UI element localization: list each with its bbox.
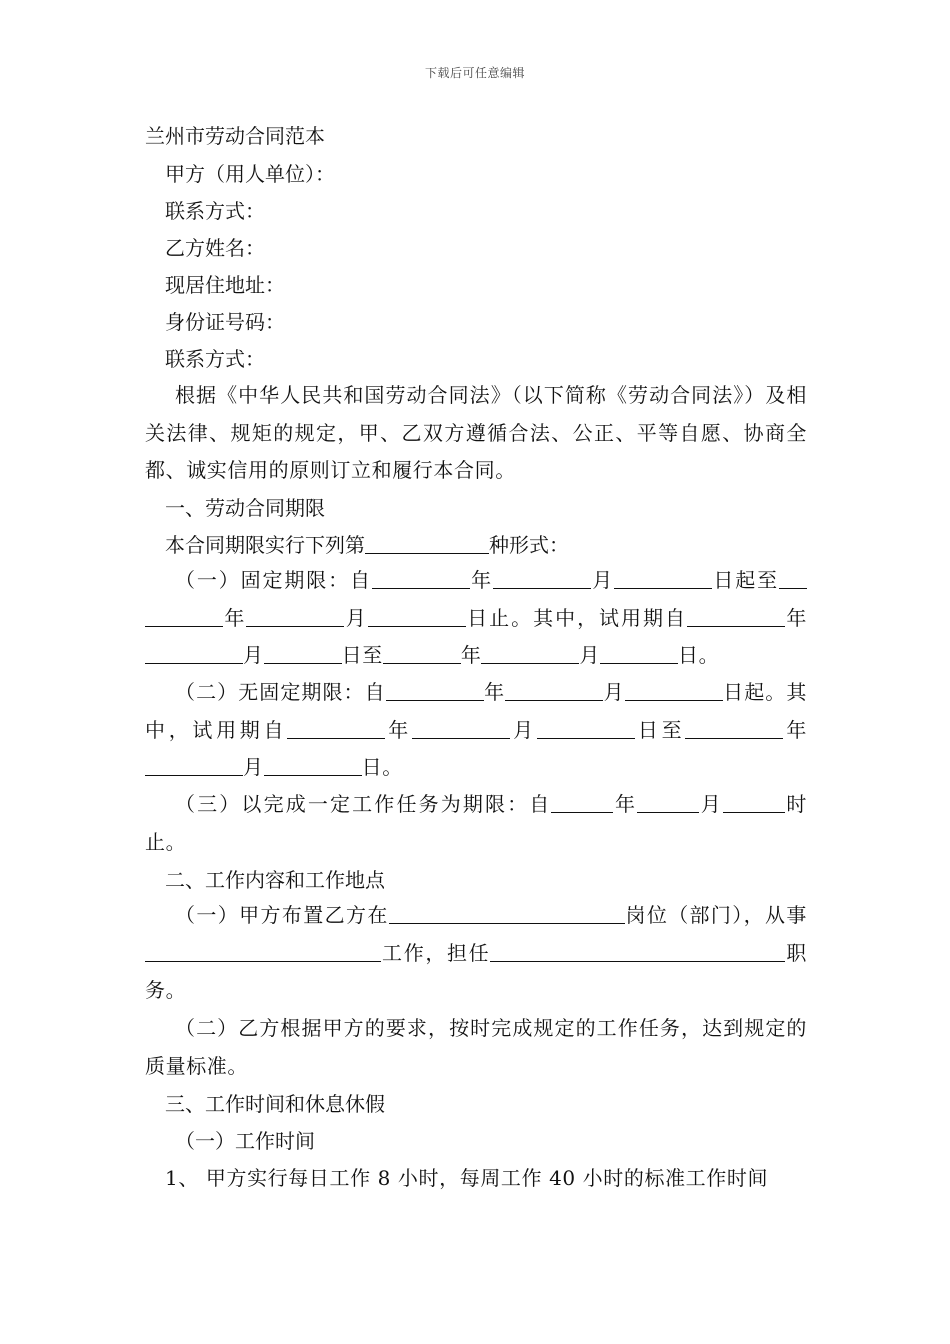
- contact-b-field: 联系方式：: [165, 347, 265, 371]
- open-trial-end-day-blank[interactable]: [264, 755, 362, 776]
- month-label: 月: [590, 568, 615, 592]
- work-hours-item: 1、 甲方实行每日工作 8 小时，每周工作 40 小时的标准工作时间: [165, 1166, 769, 1190]
- fixed-start-month-blank[interactable]: [493, 568, 591, 589]
- quality-paragraph: （二）乙方根据甲方的要求，按时完成规定的工作任务，达到规定的质量标准。: [145, 1016, 807, 1078]
- position-label: （一）甲方布置乙方在: [175, 903, 389, 927]
- work-blank[interactable]: [145, 941, 381, 962]
- engage-label: 从事: [765, 903, 808, 927]
- open-start-month-blank[interactable]: [505, 680, 603, 701]
- month-label: 月: [243, 755, 264, 779]
- year-label: 年: [783, 717, 807, 742]
- year-label: 年: [613, 792, 638, 816]
- to-label: 日至: [634, 717, 686, 742]
- task-start-day-blank[interactable]: [723, 792, 785, 813]
- duty-label: 职务。: [145, 940, 807, 1002]
- year-label: 年: [785, 605, 807, 630]
- duty-blank[interactable]: [490, 941, 745, 962]
- fixed-end-year-blank-a[interactable]: [779, 568, 807, 589]
- trial-end-year-blank[interactable]: [383, 643, 461, 664]
- year-label: 年: [385, 717, 412, 742]
- work-time-subheading: （一）工作时间: [175, 1129, 315, 1153]
- section2-heading: 二、工作内容和工作地点: [165, 868, 385, 892]
- department-label: 岗位（部门），: [624, 903, 766, 927]
- trial-start-day-blank[interactable]: [264, 643, 342, 664]
- task-term-paragraph: [145, 786, 807, 861]
- form-number-blank[interactable]: [365, 533, 489, 554]
- year-label: 年: [483, 680, 506, 704]
- month-label: 月: [243, 643, 264, 667]
- section1-heading: 一、劳动合同期限: [165, 496, 325, 520]
- open-trial-year-blank[interactable]: [287, 718, 385, 739]
- position-blank[interactable]: [389, 903, 625, 924]
- trial-label: 其中，试用期自: [145, 680, 807, 742]
- fixed-end-year-blank[interactable]: [145, 606, 223, 627]
- day-from-label: 日起至: [712, 568, 779, 592]
- year-label: 年: [223, 605, 247, 630]
- task-start-year-blank[interactable]: [551, 792, 613, 813]
- contact-a-field: 联系方式：: [165, 199, 265, 223]
- open-trial-end-month-blank[interactable]: [145, 755, 243, 776]
- day-to-label: 日止。其中，试用期自: [465, 605, 687, 630]
- fixed-start-day-blank[interactable]: [614, 568, 712, 589]
- job-position-paragraph: [145, 897, 807, 1010]
- section1-intro: [165, 531, 569, 559]
- month-label: 月: [579, 643, 601, 667]
- header-note: 下载后可任意编辑: [424, 66, 525, 80]
- address-field: 现居住地址：: [165, 273, 285, 297]
- open-trial-month-blank[interactable]: [412, 718, 510, 739]
- trial-start-year-blank[interactable]: [687, 606, 785, 627]
- month-label: 月: [699, 792, 723, 816]
- fixed-term-label: （一）固定期限：自: [175, 568, 372, 592]
- end-label: 日。: [361, 755, 403, 779]
- year-label: 年: [469, 568, 493, 592]
- trial-end-month-blank[interactable]: [481, 643, 579, 664]
- month-label: 月: [603, 680, 625, 704]
- work-label: 工作，担任: [381, 940, 491, 965]
- open-trial-end-year-blank[interactable]: [685, 718, 783, 739]
- duty-blank-b[interactable]: [745, 941, 785, 962]
- open-term-label: （二）无固定期限：自: [175, 680, 386, 704]
- day-from-label: 日起。: [722, 680, 787, 704]
- id-number-field: 身份证号码：: [165, 310, 285, 334]
- section3-heading: 三、工作时间和休息休假: [165, 1092, 385, 1116]
- intro-text-a: 本合同期限实行下列第: [165, 533, 365, 557]
- task-start-month-blank[interactable]: [637, 792, 699, 813]
- document-title: 兰州市劳动合同范本: [145, 124, 325, 148]
- preamble-paragraph: 根据《中华人民共和国劳动合同法》（以下简称《劳动合同法》）及相关法律、规矩的规定，甲、乙双方遵循合法、公正、平等自愿、协商全都、诚实信用的原则订立和履行本合同。: [145, 383, 807, 482]
- party-a-field: 甲方（用人单位）：: [165, 162, 335, 186]
- month-label: 月: [344, 605, 368, 630]
- trial-start-month-blank[interactable]: [145, 643, 243, 664]
- fixed-end-day-blank[interactable]: [368, 606, 466, 627]
- open-term-paragraph: [145, 674, 807, 787]
- month-label: 月: [509, 717, 537, 742]
- task-term-label: （三）以完成一定工作任务为期限：自: [175, 792, 552, 816]
- open-start-year-blank[interactable]: [386, 680, 484, 701]
- party-b-name-field: 乙方姓名：: [165, 236, 265, 260]
- trial-end-day-blank[interactable]: [600, 643, 678, 664]
- intro-text-b: 种形式：: [489, 533, 569, 557]
- fixed-term-paragraph: [145, 562, 807, 675]
- to-label: 日至: [341, 643, 383, 667]
- open-trial-day-blank[interactable]: [537, 718, 635, 739]
- year-label: 年: [460, 643, 482, 667]
- end-label: 时止。: [145, 792, 808, 854]
- end-label: 日。: [678, 643, 720, 667]
- fixed-start-year-blank[interactable]: [372, 568, 470, 589]
- fixed-end-month-blank[interactable]: [246, 606, 344, 627]
- open-start-day-blank[interactable]: [625, 680, 723, 701]
